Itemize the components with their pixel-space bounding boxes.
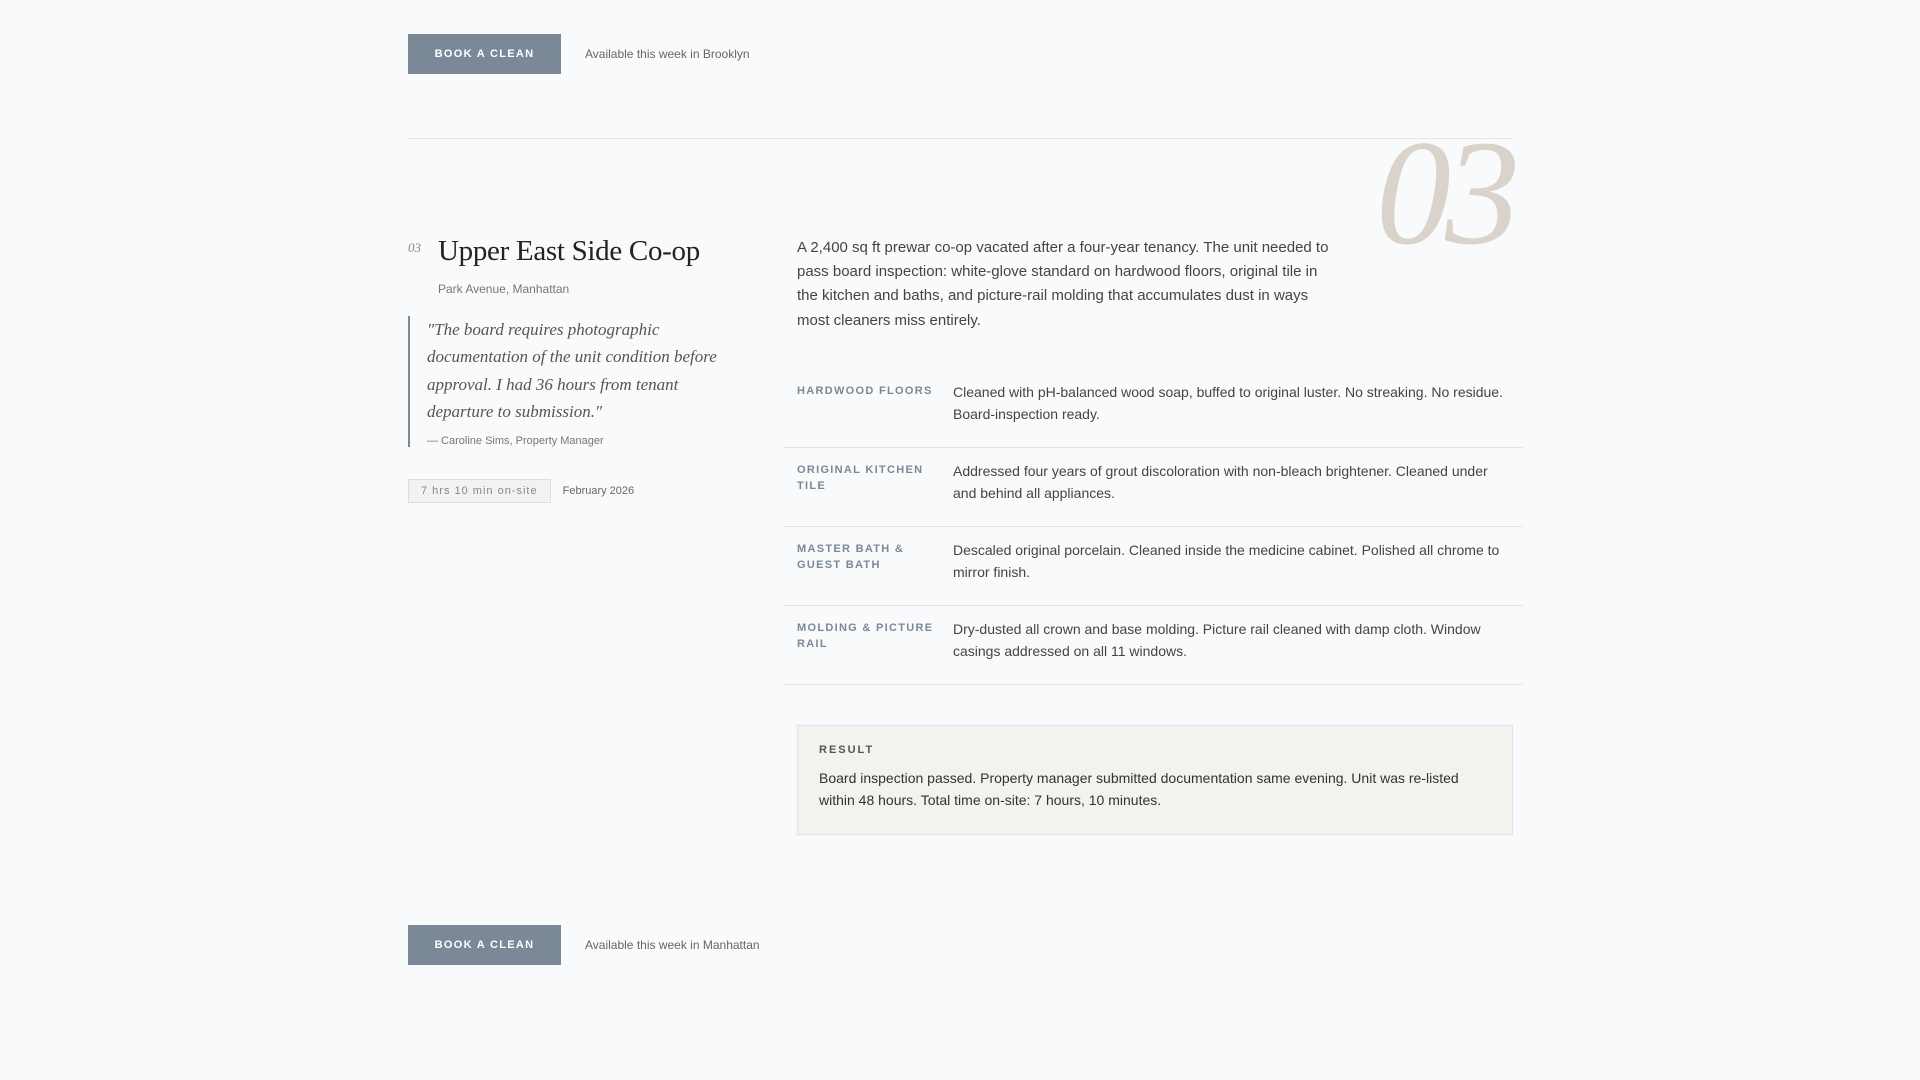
section-divider	[408, 138, 1512, 139]
project-location: Park Avenue, Manhattan	[438, 281, 570, 296]
scope-item	[783, 369, 1523, 448]
project-details	[797, 236, 1523, 835]
cta-top	[408, 34, 750, 74]
project-big-number: 03	[1376, 110, 1514, 276]
scope-item-text: Cleaned with pH-balanced wood soap, buffed to original luster. No streaking. No residue. Board-inspection ready.	[953, 383, 1503, 423]
scope-item-text: Addressed four years of grout discoloration with non-bleach brightener. Cleaned under and behind all appliances.	[953, 462, 1488, 502]
result-box	[797, 725, 1513, 835]
scope-item-label: HARDWOOD FLOORS	[797, 384, 933, 397]
scope-item	[783, 448, 1523, 527]
result-text: Board inspection passed. Property manager submitted documentation same evening. Unit was re-listed within 48 hours. Total time on-site: 7 hours, 10 minutes.	[819, 769, 1459, 809]
testimonial-quote: "The board requires photographic documentation of the unit condition before approval. I had 36 hours from tenant departure to submission."	[427, 319, 717, 422]
scope-item-text: Dry-dusted all crown and base molding. Picture rail cleaned with damp cloth. Window casings addressed on all 11 windows.	[953, 620, 1481, 660]
project-description: A 2,400 sq ft prewar co-op vacated after a four-year tenancy. The unit needed to pass board inspection: white-glove standard on hardwood floors, original tile in the kitchen and baths, and picture-rail molding that accumulates dust in ways most cleaners miss entirely.	[797, 239, 1329, 329]
project-date: February 2026	[562, 484, 635, 497]
project-number: 03	[408, 240, 421, 255]
scope-item-label: MOLDING & PICTURE RAIL	[797, 621, 934, 651]
book-clean-button[interactable]: BOOK A CLEAN	[408, 34, 561, 74]
scope-item-label: ORIGINAL KITCHEN TILE	[797, 463, 924, 493]
scope-list	[783, 369, 1523, 685]
duration-badge: 7 hrs 10 min on-site	[408, 479, 551, 503]
result-label: RESULT	[819, 743, 875, 756]
project-title: Upper East Side Co-op	[438, 235, 700, 267]
cta-bottom	[408, 925, 760, 965]
testimonial	[408, 316, 737, 447]
project-meta	[408, 479, 738, 503]
availability-text: Available this week in Brooklyn	[585, 47, 750, 61]
availability-text: Available this week in Manhattan	[585, 938, 760, 952]
scope-item-text: Descaled original porcelain. Cleaned inside the medicine cabinet. Polished all chrome to mirror finish.	[953, 541, 1500, 581]
project-summary	[408, 236, 738, 503]
scope-item	[783, 527, 1523, 606]
scope-item-label: MASTER BATH & GUEST BATH	[797, 542, 905, 572]
testimonial-attribution: — Caroline Sims, Property Manager	[427, 434, 604, 447]
scope-item	[783, 606, 1523, 685]
book-clean-button[interactable]: BOOK A CLEAN	[408, 925, 561, 965]
